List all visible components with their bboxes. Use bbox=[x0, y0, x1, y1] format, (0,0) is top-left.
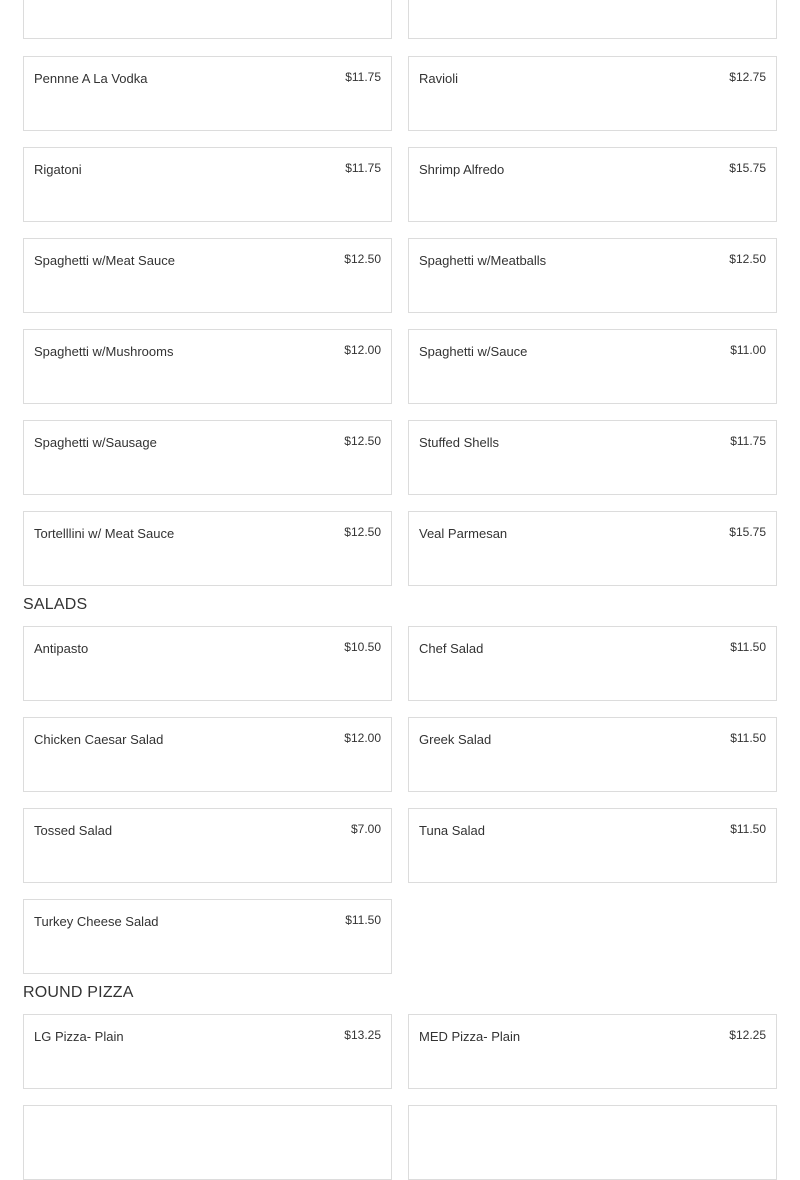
menu-item-card[interactable] bbox=[408, 511, 777, 586]
menu-item-name: Chicken Caesar Salad bbox=[34, 732, 164, 747]
menu-item-card[interactable] bbox=[23, 1014, 392, 1089]
menu-item-card[interactable] bbox=[408, 329, 777, 404]
menu-item-card[interactable] bbox=[23, 511, 392, 586]
menu-item-price: $12.50 bbox=[344, 525, 381, 539]
menu-item-name: Veal Parmesan bbox=[419, 526, 508, 541]
menu-item-card[interactable] bbox=[23, 808, 392, 883]
menu-item-price: $12.50 bbox=[344, 252, 381, 266]
menu-item-price: $15.75 bbox=[729, 525, 766, 539]
menu-item-name: Tuna Salad bbox=[419, 823, 486, 838]
menu-item-name: Ravioli bbox=[419, 71, 459, 86]
menu-item-card[interactable] bbox=[23, 626, 392, 701]
menu-item-card[interactable] bbox=[23, 147, 392, 222]
menu-item-price: $12.50 bbox=[344, 434, 381, 448]
menu-item-card[interactable] bbox=[23, 56, 392, 131]
menu-item-name: Antipasto bbox=[34, 641, 89, 656]
menu-item-price: $11.00 bbox=[730, 343, 766, 357]
menu-item-name: Rigatoni bbox=[34, 162, 82, 177]
menu-item-card[interactable] bbox=[23, 238, 392, 313]
menu-item-name: Shrimp Alfredo bbox=[419, 162, 505, 177]
menu-item-price: $11.50 bbox=[730, 640, 766, 654]
menu-item-price: $11.75 bbox=[345, 70, 381, 84]
menu-item-name: Spaghetti w/Meatballs bbox=[419, 253, 547, 268]
menu-item-price: $11.50 bbox=[730, 822, 766, 836]
menu-item-card[interactable] bbox=[408, 420, 777, 495]
menu-item-card[interactable] bbox=[23, 420, 392, 495]
menu-item-card[interactable] bbox=[408, 147, 777, 222]
menu-item-card[interactable] bbox=[23, 717, 392, 792]
menu-item-name: Spaghetti w/Sausage bbox=[34, 435, 157, 450]
menu-item-name: Turkey Cheese Salad bbox=[34, 914, 159, 929]
menu-item-price: $11.75 bbox=[345, 161, 381, 175]
menu-item-price: $13.25 bbox=[344, 1028, 381, 1042]
menu-item-card[interactable] bbox=[23, 1105, 392, 1180]
menu-item-price: $11.75 bbox=[730, 434, 766, 448]
menu-item-name: Tossed Salad bbox=[34, 823, 113, 838]
menu-item-card[interactable] bbox=[408, 717, 777, 792]
menu-item-name: Spaghetti w/Meat Sauce bbox=[34, 253, 175, 268]
menu-item-price: $12.25 bbox=[729, 1028, 766, 1042]
menu-item-card[interactable] bbox=[408, 808, 777, 883]
menu-item-price: $12.75 bbox=[729, 70, 766, 84]
menu-item-price: $15.75 bbox=[729, 161, 766, 175]
section-title-salads: SALADS bbox=[23, 596, 88, 613]
menu-item-name: LG Pizza- Plain bbox=[34, 1029, 124, 1044]
menu-item-name: Greek Salad bbox=[419, 732, 492, 747]
menu-item-name: Stuffed Shells bbox=[419, 435, 499, 450]
menu-item-card[interactable] bbox=[408, 626, 777, 701]
menu-item-card[interactable] bbox=[23, 0, 392, 39]
menu-item-price: $11.50 bbox=[730, 731, 766, 745]
menu-item-price: $10.50 bbox=[344, 640, 381, 654]
menu-item-card[interactable] bbox=[23, 329, 392, 404]
menu-item-card[interactable] bbox=[408, 238, 777, 313]
menu-item-price: $11.50 bbox=[345, 913, 381, 927]
menu-item-name: Spaghetti w/Sauce bbox=[419, 344, 528, 359]
menu-item-card[interactable] bbox=[23, 899, 392, 974]
menu-item-name: Spaghetti w/Mushrooms bbox=[34, 344, 174, 359]
menu-item-price: $12.00 bbox=[344, 731, 381, 745]
section-title-round-pizza: ROUND PIZZA bbox=[23, 984, 134, 1001]
menu-item-card[interactable] bbox=[408, 1105, 777, 1180]
menu-item-card[interactable] bbox=[408, 1014, 777, 1089]
menu-item-price: $12.50 bbox=[729, 252, 766, 266]
menu-item-name: Pennne A La Vodka bbox=[34, 71, 148, 86]
menu-item-name: Chef Salad bbox=[419, 641, 484, 656]
menu-item-name: MED Pizza- Plain bbox=[419, 1029, 521, 1044]
menu-item-price: $7.00 bbox=[350, 822, 381, 836]
menu-item-card[interactable] bbox=[408, 0, 777, 39]
menu-item-name: Tortelllini w/ Meat Sauce bbox=[34, 526, 175, 541]
menu-item-price: $12.00 bbox=[344, 343, 381, 357]
menu-item-card[interactable] bbox=[408, 56, 777, 131]
